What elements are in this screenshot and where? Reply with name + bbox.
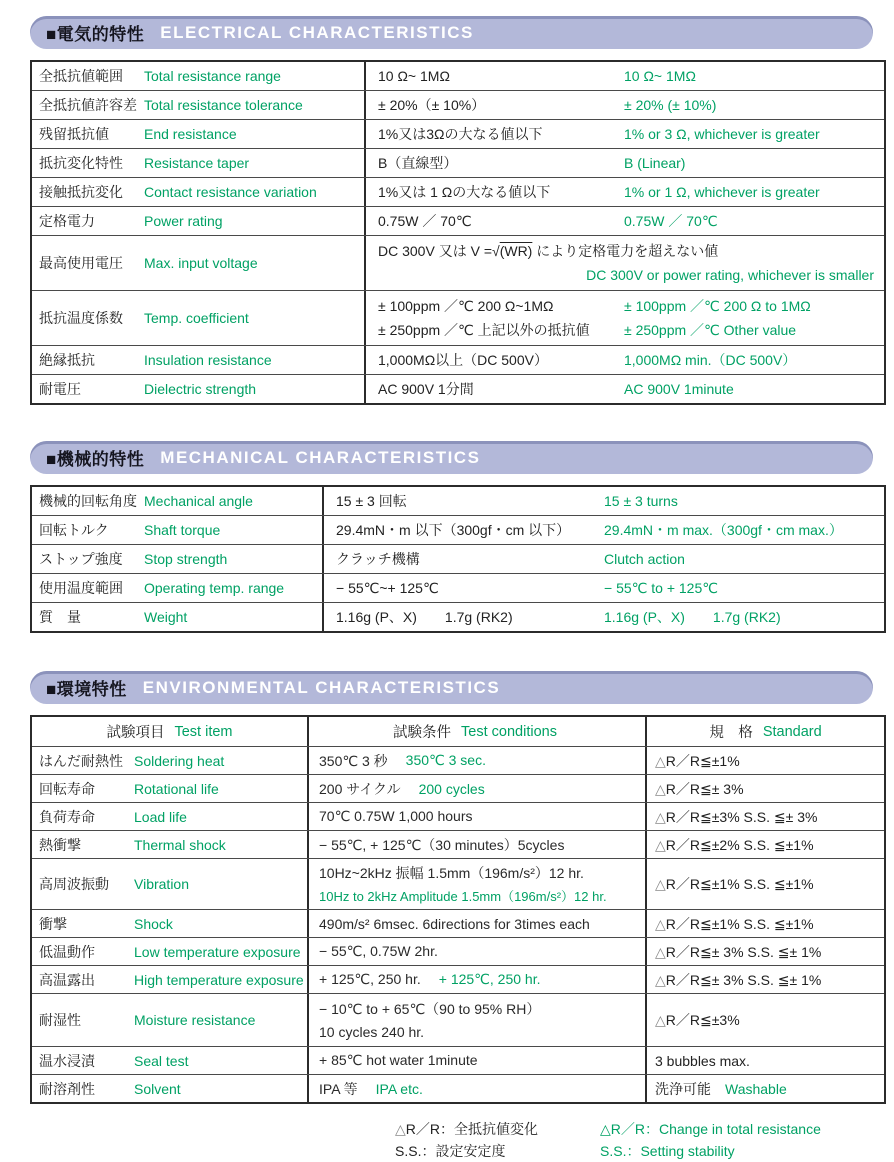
value-line bbox=[378, 209, 878, 233]
table-row bbox=[32, 603, 884, 631]
value-en: 1% or 3 Ω, whichever is greater bbox=[624, 126, 820, 142]
test-item-jp: 低温動作 bbox=[39, 943, 95, 960]
value-en: Clutch action bbox=[604, 551, 685, 567]
delta-triangle: △ bbox=[655, 876, 666, 892]
standard-value: △R／R≦± 3% S.S. ≦± 1% bbox=[655, 971, 822, 988]
env-test-conditions bbox=[307, 910, 647, 937]
header-jp: 規 格 bbox=[709, 725, 753, 741]
value-en: 10 Ω~ 1MΩ bbox=[624, 68, 696, 84]
condition-en: + 125℃, 250 hr. bbox=[438, 971, 541, 987]
row-values bbox=[364, 91, 884, 119]
header-jp: 試験条件 bbox=[393, 725, 452, 741]
value-en: AC 900V 1minute bbox=[624, 381, 734, 397]
row-label-jp: 絶縁抵抗 bbox=[39, 352, 95, 368]
row-values bbox=[322, 545, 884, 573]
delta-triangle: △ bbox=[655, 752, 666, 769]
condition-line bbox=[319, 749, 641, 772]
section-header-environmental bbox=[30, 671, 873, 704]
env-table-row bbox=[32, 803, 884, 831]
condition-line bbox=[319, 1049, 641, 1072]
row-label-en: Total resistance tolerance bbox=[144, 97, 303, 113]
value-jp: ± 20%（± 10%） bbox=[378, 97, 486, 113]
footnote-line bbox=[395, 1140, 894, 1162]
env-test-item bbox=[32, 831, 307, 858]
condition-line bbox=[319, 912, 641, 935]
row-label-jp: 最高使用電圧 bbox=[39, 255, 123, 271]
row-label-jp: 機械的回転角度 bbox=[39, 493, 137, 509]
value-line bbox=[378, 318, 878, 342]
standard-value: △R／R≦±1% S.S. ≦±1% bbox=[655, 876, 814, 892]
test-item-jp: 熱衝撃 bbox=[39, 836, 81, 853]
env-standard bbox=[647, 803, 884, 830]
value-jp-formula: DC 300V 又は V =√(WR) により定格電力を超えない値 bbox=[378, 243, 719, 259]
value-en: 1,000MΩ min.（DC 500V） bbox=[624, 352, 797, 368]
value-en: 1.16g (P、X) 1.7g (RK2) bbox=[604, 609, 781, 625]
standard-value: △R／R≦±3% S.S. ≦± 3% bbox=[655, 808, 818, 825]
env-test-conditions bbox=[307, 1047, 647, 1074]
value-jp: AC 900V 1分間 bbox=[378, 381, 474, 397]
env-header-test-conditions bbox=[307, 717, 647, 746]
env-header-test-item bbox=[32, 717, 307, 746]
header-en: Standard bbox=[762, 723, 822, 740]
delta-triangle: △ bbox=[395, 1121, 406, 1137]
row-label-en: Resistance taper bbox=[144, 155, 250, 171]
value-en: − 55℃ to + 125℃ bbox=[604, 579, 718, 596]
row-label-jp: ストップ強度 bbox=[39, 551, 123, 567]
value-line bbox=[378, 239, 878, 263]
condition-jp: + 125℃, 250 hr. bbox=[319, 971, 421, 987]
test-item-en: Rotational life bbox=[134, 780, 219, 797]
env-test-item bbox=[32, 966, 307, 993]
value-line bbox=[378, 64, 878, 88]
row-values bbox=[322, 487, 884, 515]
value-en: 15 ± 3 turns bbox=[604, 493, 678, 509]
condition-line bbox=[319, 968, 641, 991]
value-jp: 1.16g (P、X) 1.7g (RK2) bbox=[336, 609, 513, 625]
row-values bbox=[322, 603, 884, 631]
footnote-jp: S.S.：設定安定度 bbox=[395, 1143, 506, 1159]
env-header-row bbox=[32, 717, 884, 747]
row-label-en: Mechanical angle bbox=[144, 493, 253, 509]
env-table-row bbox=[32, 775, 884, 803]
delta-triangle: △ bbox=[655, 808, 666, 825]
standard-value: △R／R≦± 3% bbox=[655, 780, 744, 797]
value-line bbox=[378, 151, 878, 175]
environmental-characteristics-table bbox=[30, 715, 886, 1104]
value-en: ± 20% (± 10%) bbox=[624, 97, 717, 113]
condition-line bbox=[319, 805, 641, 828]
test-item-jp: 回転寿命 bbox=[39, 780, 95, 797]
standard-value: △R／R≦±1% S.S. ≦±1% bbox=[655, 915, 814, 932]
value-line bbox=[336, 605, 878, 629]
row-label-jp: 残留抵抗値 bbox=[39, 126, 109, 142]
table-row bbox=[32, 516, 884, 545]
standard-value: 3 bubbles max. bbox=[655, 1052, 750, 1069]
footnote-line bbox=[395, 1118, 894, 1140]
value-jp: 0.75W ／ 70℃ bbox=[378, 213, 472, 229]
env-test-item bbox=[32, 803, 307, 830]
section-title-en: ENVIRONMENTAL CHARACTERISTICS bbox=[142, 677, 501, 697]
value-line bbox=[378, 377, 878, 401]
row-values bbox=[364, 346, 884, 374]
test-item-jp: 高周波振動 bbox=[39, 876, 109, 892]
test-item-en: Moisture resistance bbox=[134, 1012, 256, 1028]
row-label-jp: 耐電圧 bbox=[39, 381, 81, 397]
env-standard bbox=[647, 747, 884, 774]
env-standard bbox=[647, 1047, 884, 1074]
table-row bbox=[32, 346, 884, 375]
value-en: 0.75W ／ 70℃ bbox=[624, 213, 718, 229]
value-en: ± 250ppm ／℃ Other value bbox=[624, 322, 797, 338]
row-values bbox=[364, 291, 884, 345]
row-label-en: Power rating bbox=[144, 213, 223, 229]
value-jp: ± 250ppm ／℃ 上記以外の抵抗値 bbox=[378, 322, 590, 338]
env-table-row bbox=[32, 966, 884, 994]
value-jp: 1%又は3Ωの大なる値以下 bbox=[378, 126, 543, 142]
test-item-jp: 耐溶剤性 bbox=[39, 1080, 95, 1097]
value-en: ± 100ppm ／℃ 200 Ω to 1MΩ bbox=[624, 298, 811, 314]
test-item-en: Seal test bbox=[134, 1052, 189, 1069]
test-item-en: Vibration bbox=[134, 876, 190, 892]
condition-en-line: 10Hz to 2kHz Amplitude 1.5mm（196m/s²）12 hr. bbox=[319, 889, 607, 904]
row-label-jp: 接触抵抗変化 bbox=[39, 184, 123, 200]
env-table-row bbox=[32, 831, 884, 859]
section-title-jp: ■機械的特性 bbox=[46, 450, 145, 469]
env-standard bbox=[647, 775, 884, 802]
env-test-conditions bbox=[307, 859, 647, 909]
value-jp: − 55℃~+ 125℃ bbox=[336, 579, 439, 596]
footnotes bbox=[395, 1118, 894, 1162]
row-label-en: Total resistance range bbox=[144, 68, 281, 84]
value-line bbox=[336, 576, 878, 600]
footnote-en: △R／R：Change in total resistance bbox=[600, 1121, 821, 1137]
env-standard bbox=[647, 966, 884, 993]
test-item-en: Solvent bbox=[134, 1080, 181, 1097]
value-line bbox=[378, 122, 878, 146]
delta-triangle: △ bbox=[655, 915, 666, 932]
env-standard bbox=[647, 994, 884, 1046]
row-values bbox=[364, 375, 884, 403]
table-row bbox=[32, 236, 884, 291]
env-standard bbox=[647, 1075, 884, 1102]
row-values bbox=[322, 516, 884, 544]
header-en: Test item bbox=[174, 723, 233, 740]
env-test-item bbox=[32, 859, 307, 909]
row-values bbox=[364, 178, 884, 206]
row-label-en: Contact resistance variation bbox=[144, 184, 317, 200]
standard-value: △R／R≦±3% bbox=[655, 1012, 740, 1028]
condition-jp: 70℃ 0.75W 1,000 hours bbox=[319, 808, 473, 824]
test-item-en: Thermal shock bbox=[134, 836, 226, 853]
value-en: B (Linear) bbox=[624, 155, 686, 171]
table-row bbox=[32, 545, 884, 574]
test-item-jp: はんだ耐熱性 bbox=[39, 752, 123, 769]
condition-jp: 10 cycles 240 hr. bbox=[319, 1023, 425, 1040]
table-row bbox=[32, 178, 884, 207]
row-label-jp: 回転トルク bbox=[39, 522, 109, 538]
env-header-standard bbox=[647, 717, 884, 746]
row-label-jp: 質 量 bbox=[39, 609, 81, 625]
test-item-en: Load life bbox=[134, 808, 187, 825]
env-standard bbox=[647, 859, 884, 909]
formula-overline: (WR) bbox=[499, 243, 533, 259]
section-header-mechanical bbox=[30, 441, 873, 474]
table-row bbox=[32, 375, 884, 403]
env-test-item bbox=[32, 1075, 307, 1102]
row-label-jp: 抵抗温度係数 bbox=[39, 310, 123, 326]
env-test-conditions bbox=[307, 775, 647, 802]
row-label-en: End resistance bbox=[144, 126, 237, 142]
delta-triangle: △ bbox=[655, 943, 666, 960]
condition-line bbox=[319, 1020, 641, 1043]
row-label-jp: 全抵抗値範囲 bbox=[39, 68, 123, 84]
section-title-en: MECHANICAL CHARACTERISTICS bbox=[160, 447, 481, 467]
value-line bbox=[378, 93, 878, 117]
env-table-row bbox=[32, 1075, 884, 1102]
standard-value: △R／R≦± 3% S.S. ≦± 1% bbox=[655, 943, 822, 960]
section-title-jp: ■環境特性 bbox=[46, 680, 127, 699]
env-table-row bbox=[32, 1047, 884, 1075]
value-line bbox=[336, 518, 878, 542]
condition-line bbox=[319, 940, 641, 963]
table-row bbox=[32, 291, 884, 346]
condition-en: 200 cycles bbox=[418, 780, 485, 797]
value-jp: 15 ± 3 回転 bbox=[336, 493, 407, 509]
row-label-en: Dielectric strength bbox=[144, 381, 257, 397]
value-jp: ± 100ppm ／℃ 200 Ω~1MΩ bbox=[378, 298, 554, 314]
row-label-en: Temp. coefficient bbox=[144, 310, 249, 326]
table-row bbox=[32, 207, 884, 236]
env-standard bbox=[647, 831, 884, 858]
value-line bbox=[336, 547, 878, 571]
env-table-row bbox=[32, 859, 884, 910]
table-row bbox=[32, 91, 884, 120]
condition-line bbox=[319, 997, 641, 1020]
condition-jp: 200 サイクル bbox=[319, 780, 401, 797]
test-item-en: High temperature exposure bbox=[134, 971, 304, 988]
value-jp: クラッチ機構 bbox=[336, 551, 420, 567]
condition-line bbox=[319, 777, 641, 800]
condition-line bbox=[319, 884, 641, 907]
footnote-en: S.S.：Setting stability bbox=[600, 1143, 735, 1159]
value-line bbox=[378, 348, 878, 372]
test-item-jp: 衝撃 bbox=[39, 915, 67, 932]
condition-jp: 350℃ 3 秒 bbox=[319, 752, 388, 769]
value-jp: 29.4mN・m 以下（300gf・cm 以下） bbox=[336, 522, 571, 538]
value-line bbox=[378, 294, 878, 318]
value-line bbox=[336, 489, 878, 513]
row-values bbox=[322, 574, 884, 602]
standard-value: 洗浄可能 bbox=[655, 1080, 711, 1097]
table-row bbox=[32, 120, 884, 149]
standard-value: △R／R≦±1% bbox=[655, 752, 740, 769]
condition-jp: − 55℃, + 125℃（30 minutes）5cycles bbox=[319, 836, 565, 853]
value-en: 1% or 1 Ω, whichever is greater bbox=[624, 184, 820, 200]
env-test-conditions bbox=[307, 747, 647, 774]
test-item-jp: 負荷寿命 bbox=[39, 808, 95, 825]
test-item-en: Soldering heat bbox=[134, 752, 225, 769]
condition-jp: 10Hz~2kHz 振幅 1.5mm（196m/s²）12 hr. bbox=[319, 864, 584, 881]
row-label-jp: 全抵抗値許容差 bbox=[39, 97, 137, 113]
header-jp: 試験項目 bbox=[106, 725, 165, 741]
env-test-item bbox=[32, 994, 307, 1046]
env-test-conditions bbox=[307, 938, 647, 965]
table-row bbox=[32, 487, 884, 516]
row-label-jp: 抵抗変化特性 bbox=[39, 155, 123, 171]
section-title-en: ELECTRICAL CHARACTERISTICS bbox=[160, 22, 474, 42]
condition-jp: − 10℃ to + 65℃（90 to 95% RH） bbox=[319, 1000, 541, 1017]
table-row bbox=[32, 62, 884, 91]
row-values bbox=[364, 62, 884, 90]
row-label-en: Stop strength bbox=[144, 551, 228, 567]
env-test-item bbox=[32, 938, 307, 965]
env-table-row bbox=[32, 938, 884, 966]
test-item-jp: 耐湿性 bbox=[39, 1012, 81, 1028]
row-values bbox=[364, 120, 884, 148]
env-test-conditions bbox=[307, 831, 647, 858]
condition-line bbox=[319, 1077, 641, 1100]
delta-triangle: △ bbox=[655, 780, 666, 797]
row-label-en: Shaft torque bbox=[144, 522, 221, 538]
test-item-en: Shock bbox=[134, 915, 173, 932]
env-test-item bbox=[32, 747, 307, 774]
env-table-row bbox=[32, 747, 884, 775]
delta-triangle: △ bbox=[655, 836, 666, 853]
env-standard bbox=[647, 910, 884, 937]
mechanical-characteristics-table bbox=[30, 485, 886, 633]
row-label-jp: 定格電力 bbox=[39, 213, 95, 229]
value-en: 29.4mN・m max.（300gf・cm max.） bbox=[604, 522, 843, 538]
row-label-en: Weight bbox=[144, 609, 188, 625]
delta-triangle: △ bbox=[655, 971, 666, 988]
row-label-en: Max. input voltage bbox=[144, 255, 258, 271]
env-test-conditions bbox=[307, 966, 647, 993]
env-table-row bbox=[32, 994, 884, 1047]
test-item-en: Low temperature exposure bbox=[134, 943, 301, 960]
delta-triangle: △ bbox=[655, 1012, 666, 1028]
condition-en: 350℃ 3 sec. bbox=[405, 752, 486, 768]
condition-en: IPA etc. bbox=[375, 1080, 423, 1097]
value-en-right: DC 300V or power rating, whichever is smaller bbox=[586, 267, 874, 283]
table-row bbox=[32, 574, 884, 603]
env-test-conditions bbox=[307, 803, 647, 830]
table-row bbox=[32, 149, 884, 178]
env-test-item bbox=[32, 1047, 307, 1074]
footnote-jp: △R／R：全抵抗値変化 bbox=[395, 1121, 539, 1137]
value-jp: B（直線型） bbox=[378, 155, 458, 171]
value-jp: 1%又は 1 Ωの大なる値以下 bbox=[378, 184, 551, 200]
row-values bbox=[364, 149, 884, 177]
section-title-jp: ■電気的特性 bbox=[46, 25, 145, 44]
standard-value: △R／R≦±2% S.S. ≦±1% bbox=[655, 836, 814, 853]
electrical-characteristics-table bbox=[30, 60, 886, 405]
header-en: Test conditions bbox=[461, 723, 557, 740]
value-line bbox=[378, 263, 878, 287]
value-jp: 1,000MΩ以上（DC 500V） bbox=[378, 352, 548, 368]
row-label-en: Insulation resistance bbox=[144, 352, 272, 368]
row-values bbox=[364, 236, 884, 290]
env-standard bbox=[647, 938, 884, 965]
condition-jp: 490m/s² 6msec. 6directions for 3times each bbox=[319, 915, 590, 932]
env-table-row bbox=[32, 910, 884, 938]
env-test-conditions bbox=[307, 1075, 647, 1102]
condition-jp: + 85℃ hot water 1minute bbox=[319, 1052, 478, 1068]
row-values bbox=[364, 207, 884, 235]
section-header-electrical bbox=[30, 16, 873, 49]
condition-jp: IPA 等 bbox=[319, 1080, 358, 1097]
value-line bbox=[378, 180, 878, 204]
row-label-en: Operating temp. range bbox=[144, 580, 285, 596]
row-label-jp: 使用温度範囲 bbox=[39, 580, 123, 596]
value-jp: 10 Ω~ 1MΩ bbox=[378, 68, 450, 84]
standard-en: Washable bbox=[725, 1080, 787, 1097]
condition-line bbox=[319, 861, 641, 884]
condition-line bbox=[319, 833, 641, 856]
test-item-jp: 高温露出 bbox=[39, 971, 95, 988]
env-test-conditions bbox=[307, 994, 647, 1046]
env-test-item bbox=[32, 775, 307, 802]
test-item-jp: 温水浸漬 bbox=[39, 1052, 95, 1069]
env-test-item bbox=[32, 910, 307, 937]
condition-jp: − 55℃, 0.75W 2hr. bbox=[319, 943, 438, 959]
